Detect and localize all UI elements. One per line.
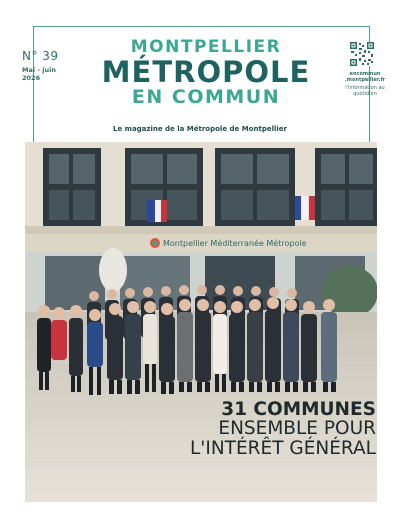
headline-line-1: 31 COMMUNES (221, 399, 376, 420)
masthead-line-1: MONTPELLIER (130, 37, 282, 57)
headline-line-2: ENSEMBLE POUR (218, 418, 376, 440)
building-sign: Montpellier Méditerranée Métropole (163, 239, 307, 248)
masthead (90, 39, 322, 107)
masthead-line-3: EN COMMUN (131, 86, 281, 109)
qr-url: encommun .montpellier.fr (344, 71, 386, 83)
statue (99, 248, 127, 292)
cover-headline (190, 400, 376, 458)
qr-caption (340, 71, 390, 97)
headline-line-3: L'INTÉRÊT GÉNÉRAL (189, 437, 376, 459)
masthead-line-2: MÉTROPOLE (101, 55, 311, 89)
magazine-subtitle: Le magazine de la Métropole de Montpellier (113, 125, 287, 133)
issue-date: Mai - juin 2026 (22, 66, 57, 83)
qr-code-icon[interactable] (350, 42, 374, 66)
qr-tagline: l'information au quotidien (345, 85, 385, 97)
issue-number: N° 39 (22, 49, 59, 63)
issue-info (22, 50, 60, 82)
